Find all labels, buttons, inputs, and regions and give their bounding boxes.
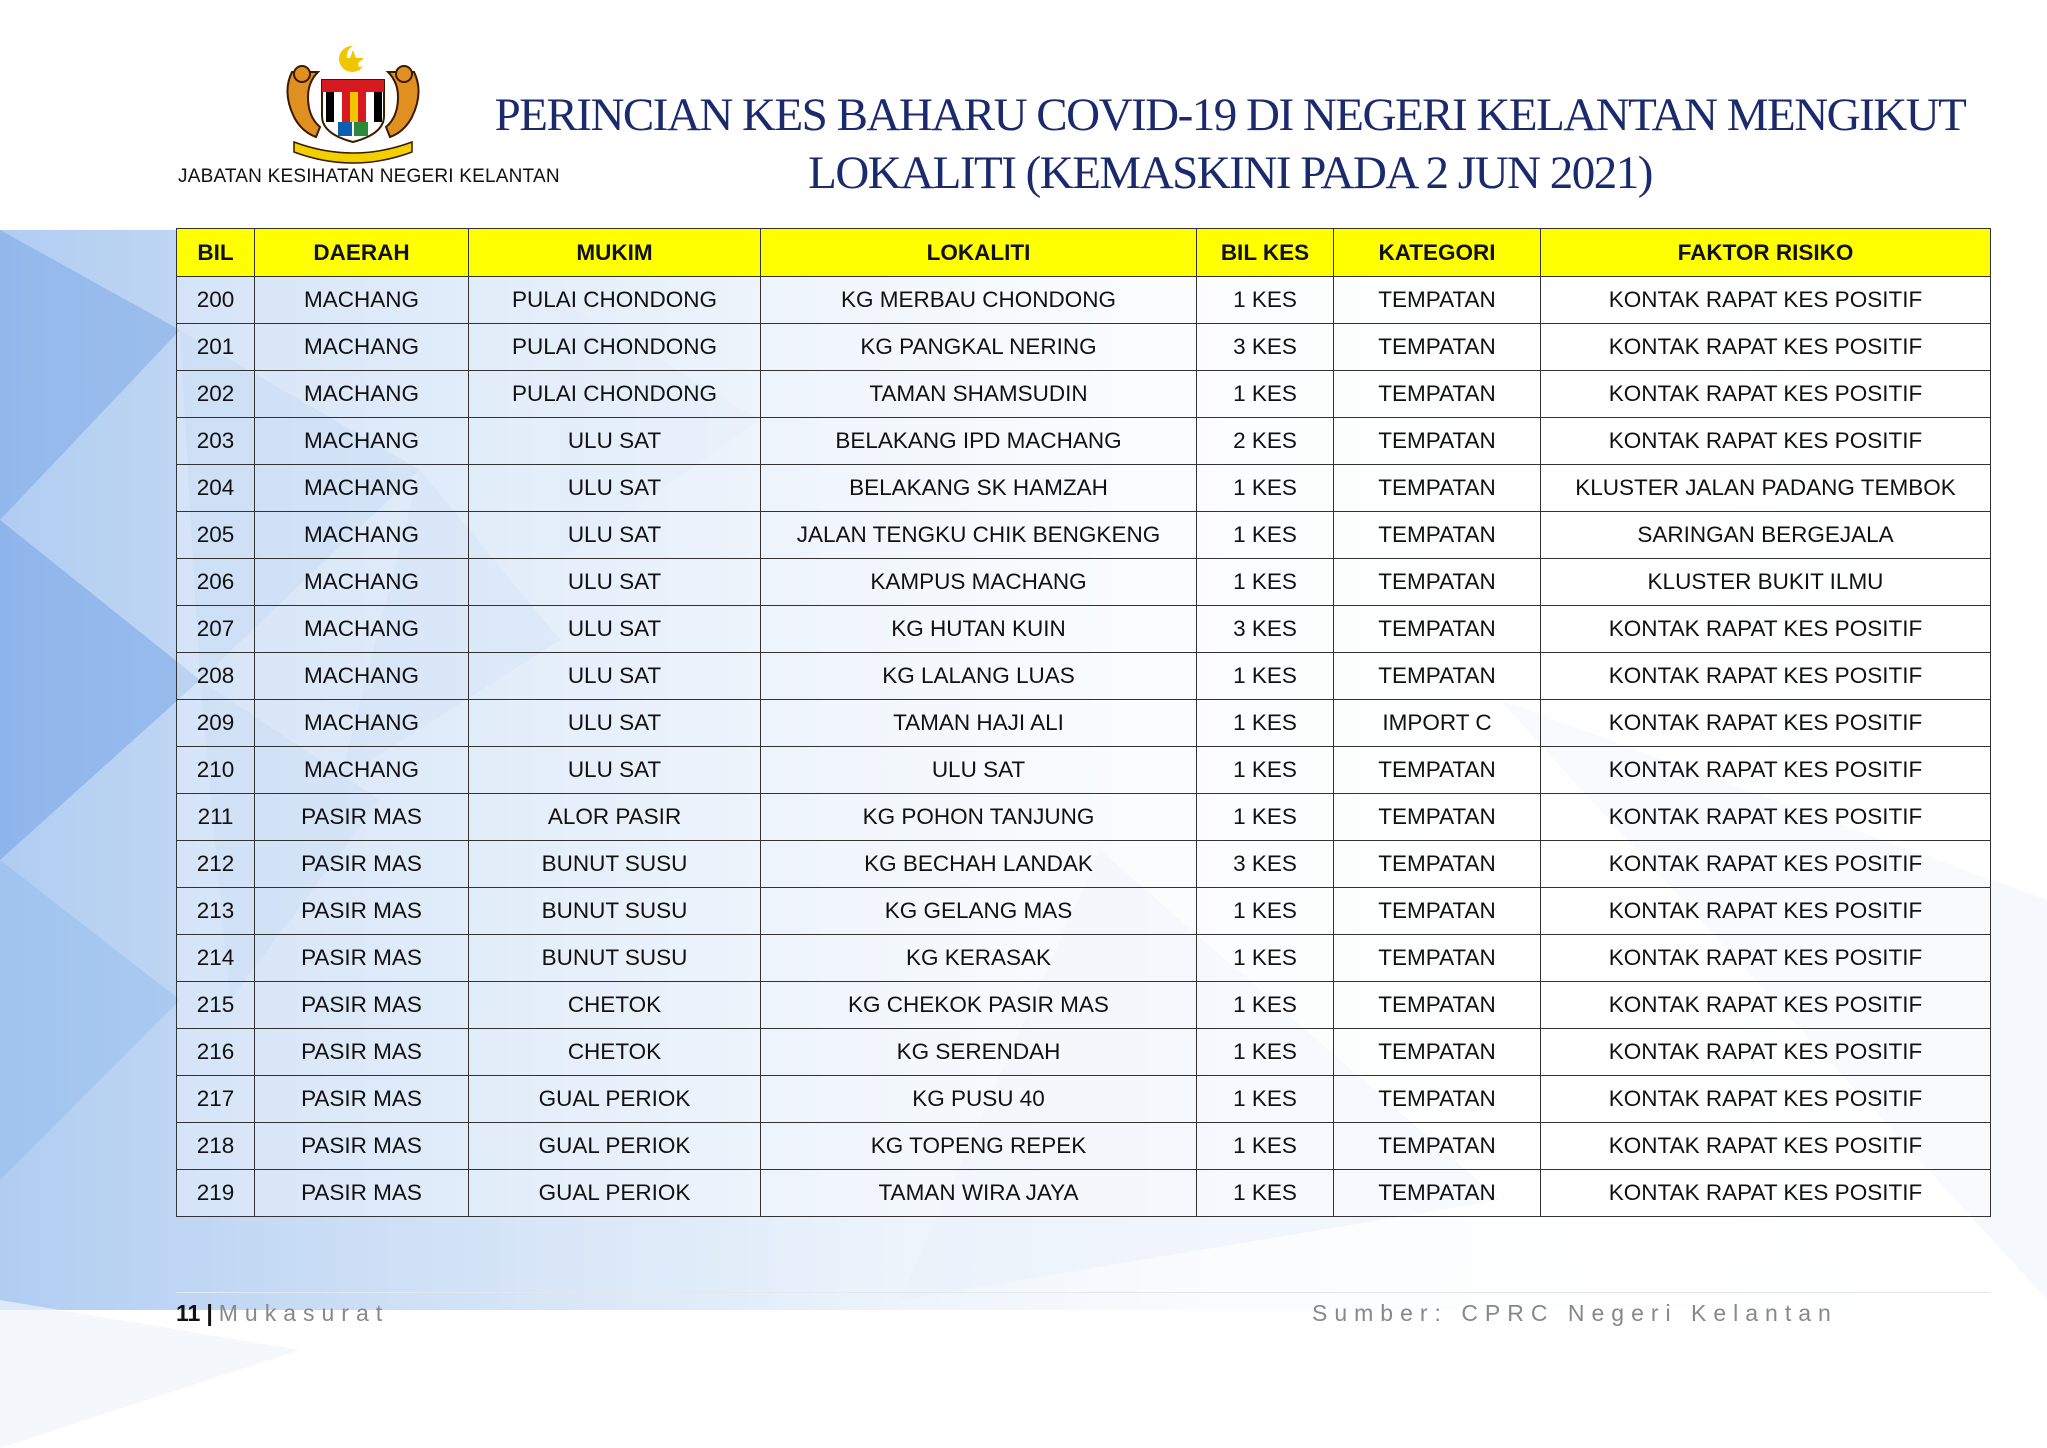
cell-faktor-risiko: KONTAK RAPAT KES POSITIF: [1541, 700, 1991, 747]
cell-bil-kes: 2 KES: [1197, 418, 1334, 465]
cell-lokaliti: KG POHON TANJUNG: [761, 794, 1197, 841]
cell-daerah: PASIR MAS: [255, 888, 469, 935]
cell-kategori: TEMPATAN: [1334, 606, 1541, 653]
cell-daerah: MACHANG: [255, 324, 469, 371]
cell-bil: 206: [177, 559, 255, 606]
column-header-faktor-risiko: FAKTOR RISIKO: [1541, 229, 1991, 277]
cell-mukim: PULAI CHONDONG: [469, 277, 761, 324]
cell-lokaliti: KAMPUS MACHANG: [761, 559, 1197, 606]
cell-lokaliti: KG HUTAN KUIN: [761, 606, 1197, 653]
column-header-lokaliti: LOKALITI: [761, 229, 1197, 277]
cell-bil-kes: 1 KES: [1197, 653, 1334, 700]
cell-kategori: TEMPATAN: [1334, 841, 1541, 888]
cell-kategori: TEMPATAN: [1334, 794, 1541, 841]
table-row: [177, 606, 1991, 653]
footer-divider: [176, 1292, 1990, 1293]
cell-mukim: ULU SAT: [469, 559, 761, 606]
cell-mukim: ALOR PASIR: [469, 794, 761, 841]
cell-lokaliti: KG PANGKAL NERING: [761, 324, 1197, 371]
table-row: [177, 1170, 1991, 1217]
cell-bil-kes: 1 KES: [1197, 1123, 1334, 1170]
cell-bil-kes: 1 KES: [1197, 935, 1334, 982]
cell-faktor-risiko: KONTAK RAPAT KES POSITIF: [1541, 277, 1991, 324]
cell-faktor-risiko: KONTAK RAPAT KES POSITIF: [1541, 1029, 1991, 1076]
cell-faktor-risiko: KONTAK RAPAT KES POSITIF: [1541, 935, 1991, 982]
cell-bil: 217: [177, 1076, 255, 1123]
cell-bil-kes: 1 KES: [1197, 559, 1334, 606]
table-header-row: [177, 229, 1991, 277]
cell-faktor-risiko: KONTAK RAPAT KES POSITIF: [1541, 888, 1991, 935]
cell-mukim: BUNUT SUSU: [469, 888, 761, 935]
cell-daerah: MACHANG: [255, 606, 469, 653]
column-header-kategori: KATEGORI: [1334, 229, 1541, 277]
cell-faktor-risiko: KONTAK RAPAT KES POSITIF: [1541, 1123, 1991, 1170]
table-row: [177, 700, 1991, 747]
page-header: [0, 0, 2047, 220]
cell-lokaliti: KG LALANG LUAS: [761, 653, 1197, 700]
cell-mukim: GUAL PERIOK: [469, 1170, 761, 1217]
cell-bil: 201: [177, 324, 255, 371]
cell-kategori: TEMPATAN: [1334, 465, 1541, 512]
cell-lokaliti: KG SERENDAH: [761, 1029, 1197, 1076]
cell-mukim: PULAI CHONDONG: [469, 371, 761, 418]
cell-mukim: BUNUT SUSU: [469, 935, 761, 982]
table-row: [177, 324, 1991, 371]
cell-lokaliti: KG KERASAK: [761, 935, 1197, 982]
table-row: [177, 559, 1991, 606]
cell-faktor-risiko: KLUSTER JALAN PADANG TEMBOK: [1541, 465, 1991, 512]
cell-kategori: TEMPATAN: [1334, 512, 1541, 559]
cell-bil: 211: [177, 794, 255, 841]
column-header-daerah: DAERAH: [255, 229, 469, 277]
cell-bil-kes: 3 KES: [1197, 841, 1334, 888]
cell-kategori: TEMPATAN: [1334, 418, 1541, 465]
cell-lokaliti: KG GELANG MAS: [761, 888, 1197, 935]
cell-kategori: TEMPATAN: [1334, 1123, 1541, 1170]
table-row: [177, 841, 1991, 888]
cell-daerah: MACHANG: [255, 747, 469, 794]
cell-lokaliti: KG PUSU 40: [761, 1076, 1197, 1123]
cell-kategori: TEMPATAN: [1334, 559, 1541, 606]
cell-lokaliti: TAMAN HAJI ALI: [761, 700, 1197, 747]
cell-daerah: MACHANG: [255, 700, 469, 747]
cell-daerah: PASIR MAS: [255, 1170, 469, 1217]
cell-bil-kes: 3 KES: [1197, 606, 1334, 653]
cell-mukim: ULU SAT: [469, 700, 761, 747]
cell-faktor-risiko: KONTAK RAPAT KES POSITIF: [1541, 371, 1991, 418]
page-label: Mukasurat: [218, 1300, 390, 1326]
page-number-value: 11: [176, 1300, 201, 1326]
cell-mukim: CHETOK: [469, 982, 761, 1029]
cell-kategori: TEMPATAN: [1334, 888, 1541, 935]
cell-mukim: ULU SAT: [469, 512, 761, 559]
cell-bil-kes: 3 KES: [1197, 324, 1334, 371]
cell-mukim: PULAI CHONDONG: [469, 324, 761, 371]
cell-kategori: TEMPATAN: [1334, 935, 1541, 982]
cell-faktor-risiko: KONTAK RAPAT KES POSITIF: [1541, 982, 1991, 1029]
cell-bil: 215: [177, 982, 255, 1029]
cell-mukim: ULU SAT: [469, 465, 761, 512]
cell-lokaliti: BELAKANG IPD MACHANG: [761, 418, 1197, 465]
column-header-bil: BIL: [177, 229, 255, 277]
cell-daerah: MACHANG: [255, 512, 469, 559]
cell-bil-kes: 1 KES: [1197, 700, 1334, 747]
coat-of-arms-icon: [272, 42, 434, 164]
table-row: [177, 1076, 1991, 1123]
page-title-line-2: LOKALITI (KEMASKINI PADA 2 JUN 2021): [808, 147, 1652, 199]
cell-lokaliti: BELAKANG SK HAMZAH: [761, 465, 1197, 512]
cell-kategori: TEMPATAN: [1334, 982, 1541, 1029]
cell-kategori: TEMPATAN: [1334, 277, 1541, 324]
cell-mukim: ULU SAT: [469, 747, 761, 794]
cell-bil-kes: 1 KES: [1197, 888, 1334, 935]
table-row: [177, 465, 1991, 512]
cell-bil: 204: [177, 465, 255, 512]
cell-bil: 205: [177, 512, 255, 559]
table-body: [177, 277, 1991, 1217]
cell-bil-kes: 1 KES: [1197, 371, 1334, 418]
page-number-separator: |: [206, 1300, 213, 1326]
table-row: [177, 512, 1991, 559]
cell-bil: 200: [177, 277, 255, 324]
cell-lokaliti: KG CHEKOK PASIR MAS: [761, 982, 1197, 1029]
page-title: [480, 86, 1980, 202]
cell-bil-kes: 1 KES: [1197, 982, 1334, 1029]
cell-kategori: TEMPATAN: [1334, 1076, 1541, 1123]
cell-faktor-risiko: KONTAK RAPAT KES POSITIF: [1541, 418, 1991, 465]
cell-daerah: PASIR MAS: [255, 1076, 469, 1123]
cell-faktor-risiko: KONTAK RAPAT KES POSITIF: [1541, 606, 1991, 653]
cell-bil: 213: [177, 888, 255, 935]
cell-faktor-risiko: SARINGAN BERGEJALA: [1541, 512, 1991, 559]
cell-mukim: BUNUT SUSU: [469, 841, 761, 888]
cell-daerah: PASIR MAS: [255, 1029, 469, 1076]
cell-lokaliti: KG MERBAU CHONDONG: [761, 277, 1197, 324]
table-row: [177, 1029, 1991, 1076]
cell-bil-kes: 1 KES: [1197, 747, 1334, 794]
cell-bil-kes: 1 KES: [1197, 1076, 1334, 1123]
cell-bil: 203: [177, 418, 255, 465]
cell-daerah: PASIR MAS: [255, 841, 469, 888]
page-number: [176, 1300, 389, 1327]
cell-bil-kes: 1 KES: [1197, 277, 1334, 324]
cell-bil: 219: [177, 1170, 255, 1217]
cell-bil: 218: [177, 1123, 255, 1170]
cell-kategori: TEMPATAN: [1334, 324, 1541, 371]
cell-daerah: PASIR MAS: [255, 794, 469, 841]
cell-daerah: PASIR MAS: [255, 982, 469, 1029]
table-row: [177, 371, 1991, 418]
cell-faktor-risiko: KONTAK RAPAT KES POSITIF: [1541, 324, 1991, 371]
cell-mukim: GUAL PERIOK: [469, 1076, 761, 1123]
table-row: [177, 935, 1991, 982]
cell-bil: 212: [177, 841, 255, 888]
source-note: Sumber: CPRC Negeri Kelantan: [1312, 1300, 1838, 1326]
cell-faktor-risiko: KONTAK RAPAT KES POSITIF: [1541, 1076, 1991, 1123]
cell-bil-kes: 1 KES: [1197, 794, 1334, 841]
cell-lokaliti: KG BECHAH LANDAK: [761, 841, 1197, 888]
cell-daerah: MACHANG: [255, 418, 469, 465]
cell-faktor-risiko: KONTAK RAPAT KES POSITIF: [1541, 1170, 1991, 1217]
cell-lokaliti: JALAN TENGKU CHIK BENGKENG: [761, 512, 1197, 559]
table-row: [177, 888, 1991, 935]
cell-faktor-risiko: KLUSTER BUKIT ILMU: [1541, 559, 1991, 606]
cell-bil: 214: [177, 935, 255, 982]
cell-bil-kes: 1 KES: [1197, 1170, 1334, 1217]
cell-kategori: TEMPATAN: [1334, 371, 1541, 418]
page-title-line-1: PERINCIAN KES BAHARU COVID-19 DI NEGERI KELANTAN MENGIKUT: [494, 89, 1966, 141]
cell-bil-kes: 1 KES: [1197, 512, 1334, 559]
cell-bil: 207: [177, 606, 255, 653]
cell-mukim: ULU SAT: [469, 606, 761, 653]
cell-daerah: MACHANG: [255, 371, 469, 418]
cell-daerah: MACHANG: [255, 277, 469, 324]
cell-lokaliti: ULU SAT: [761, 747, 1197, 794]
column-header-mukim: MUKIM: [469, 229, 761, 277]
cell-daerah: MACHANG: [255, 465, 469, 512]
cell-bil: 202: [177, 371, 255, 418]
cell-daerah: PASIR MAS: [255, 935, 469, 982]
cell-mukim: ULU SAT: [469, 653, 761, 700]
table-row: [177, 747, 1991, 794]
cell-faktor-risiko: KONTAK RAPAT KES POSITIF: [1541, 794, 1991, 841]
cell-bil-kes: 1 KES: [1197, 1029, 1334, 1076]
cell-bil: 216: [177, 1029, 255, 1076]
cell-kategori: TEMPATAN: [1334, 653, 1541, 700]
cell-mukim: CHETOK: [469, 1029, 761, 1076]
cell-kategori: TEMPATAN: [1334, 1029, 1541, 1076]
table-row: [177, 418, 1991, 465]
table-row: [177, 653, 1991, 700]
cell-bil-kes: 1 KES: [1197, 465, 1334, 512]
cell-lokaliti: TAMAN SHAMSUDIN: [761, 371, 1197, 418]
cell-kategori: TEMPATAN: [1334, 1170, 1541, 1217]
cell-kategori: TEMPATAN: [1334, 747, 1541, 794]
department-name: JABATAN KESIHATAN NEGERI KELANTAN: [178, 166, 560, 187]
cell-mukim: ULU SAT: [469, 418, 761, 465]
cell-faktor-risiko: KONTAK RAPAT KES POSITIF: [1541, 747, 1991, 794]
cell-kategori: IMPORT C: [1334, 700, 1541, 747]
cell-bil: 208: [177, 653, 255, 700]
table-row: [177, 1123, 1991, 1170]
cell-daerah: MACHANG: [255, 653, 469, 700]
table-row: [177, 794, 1991, 841]
cell-mukim: GUAL PERIOK: [469, 1123, 761, 1170]
cell-faktor-risiko: KONTAK RAPAT KES POSITIF: [1541, 841, 1991, 888]
case-table: [176, 228, 1991, 1217]
cell-daerah: MACHANG: [255, 559, 469, 606]
cell-bil: 209: [177, 700, 255, 747]
table-row: [177, 982, 1991, 1029]
cell-bil: 210: [177, 747, 255, 794]
cell-faktor-risiko: KONTAK RAPAT KES POSITIF: [1541, 653, 1991, 700]
column-header-bil-kes: BIL KES: [1197, 229, 1334, 277]
cell-lokaliti: TAMAN WIRA JAYA: [761, 1170, 1197, 1217]
cell-daerah: PASIR MAS: [255, 1123, 469, 1170]
table-row: [177, 277, 1991, 324]
cell-lokaliti: KG TOPENG REPEK: [761, 1123, 1197, 1170]
